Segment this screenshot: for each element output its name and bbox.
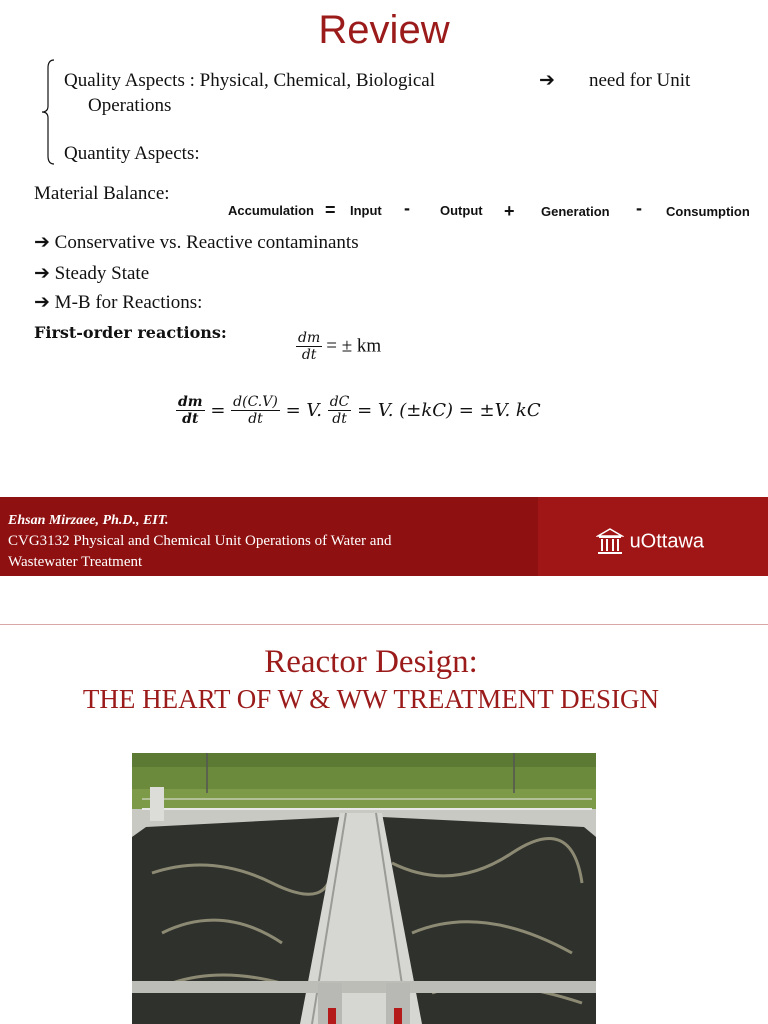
left-brace	[40, 58, 54, 166]
mb-consumption: Consumption	[666, 204, 750, 219]
bullet-item: ➔ M-B for Reactions:	[34, 291, 203, 313]
mb-equals: =	[325, 200, 336, 220]
bullet-item: ➔ Steady State	[34, 262, 150, 284]
mb-minus-2: -	[636, 198, 642, 218]
mb-plus: +	[504, 201, 515, 221]
mb-minus-1: -	[404, 198, 410, 218]
material-balance-label: Material Balance:	[34, 183, 170, 204]
first-order-label: First-order reactions:	[34, 323, 227, 342]
course-line-1: CVG3132 Physical and Chemical Unit Operations of Water and	[8, 533, 392, 549]
slide-title: Review	[318, 8, 450, 52]
mass-balance-derivation: $\frac{dm}{dt}$ = $\frac{d(C.V)}{dt}$ = V. $\frac{dC}{dt}$ = V. (±kC) = ±V. kC	[178, 394, 541, 427]
first-order-equation: $\frac{dm}{dt}$ = ± km	[298, 330, 382, 363]
quality-aspects-line: Quality Aspects : Physical, Chemical, Biological	[64, 70, 435, 91]
need-for-unit-text: need for Unit	[589, 70, 691, 91]
right-arrow-icon: ➔	[34, 231, 50, 253]
operations-text: Operations	[88, 95, 172, 116]
reactor-design-title: Reactor Design:	[264, 644, 478, 680]
mb-generation: Generation	[541, 204, 610, 219]
mb-accumulation: Accumulation	[228, 203, 314, 218]
right-arrow-icon: ➔	[539, 69, 555, 91]
footer-text	[8, 510, 391, 573]
bullet-item: ➔ Conservative vs. Reactive contaminants	[34, 231, 359, 253]
mb-output: Output	[440, 203, 483, 218]
right-arrow-icon: ➔	[34, 291, 50, 313]
reactor-design-subtitle: THE HEART OF W & WW TREATMENT DESIGN	[82, 684, 660, 714]
right-arrow-icon: ➔	[34, 262, 50, 284]
quantity-aspects-text: Quantity Aspects:	[64, 143, 200, 164]
university-building-icon	[596, 527, 624, 557]
uottawa-logo: uOttawa	[596, 527, 704, 557]
treatment-tank-photo	[132, 753, 596, 1024]
course-line-2: Wastewater Treatment	[8, 554, 143, 570]
author-name: Ehsan Mirzaee, Ph.D., EIT.	[8, 513, 169, 528]
mb-input: Input	[350, 203, 382, 218]
slide-divider	[0, 624, 768, 625]
